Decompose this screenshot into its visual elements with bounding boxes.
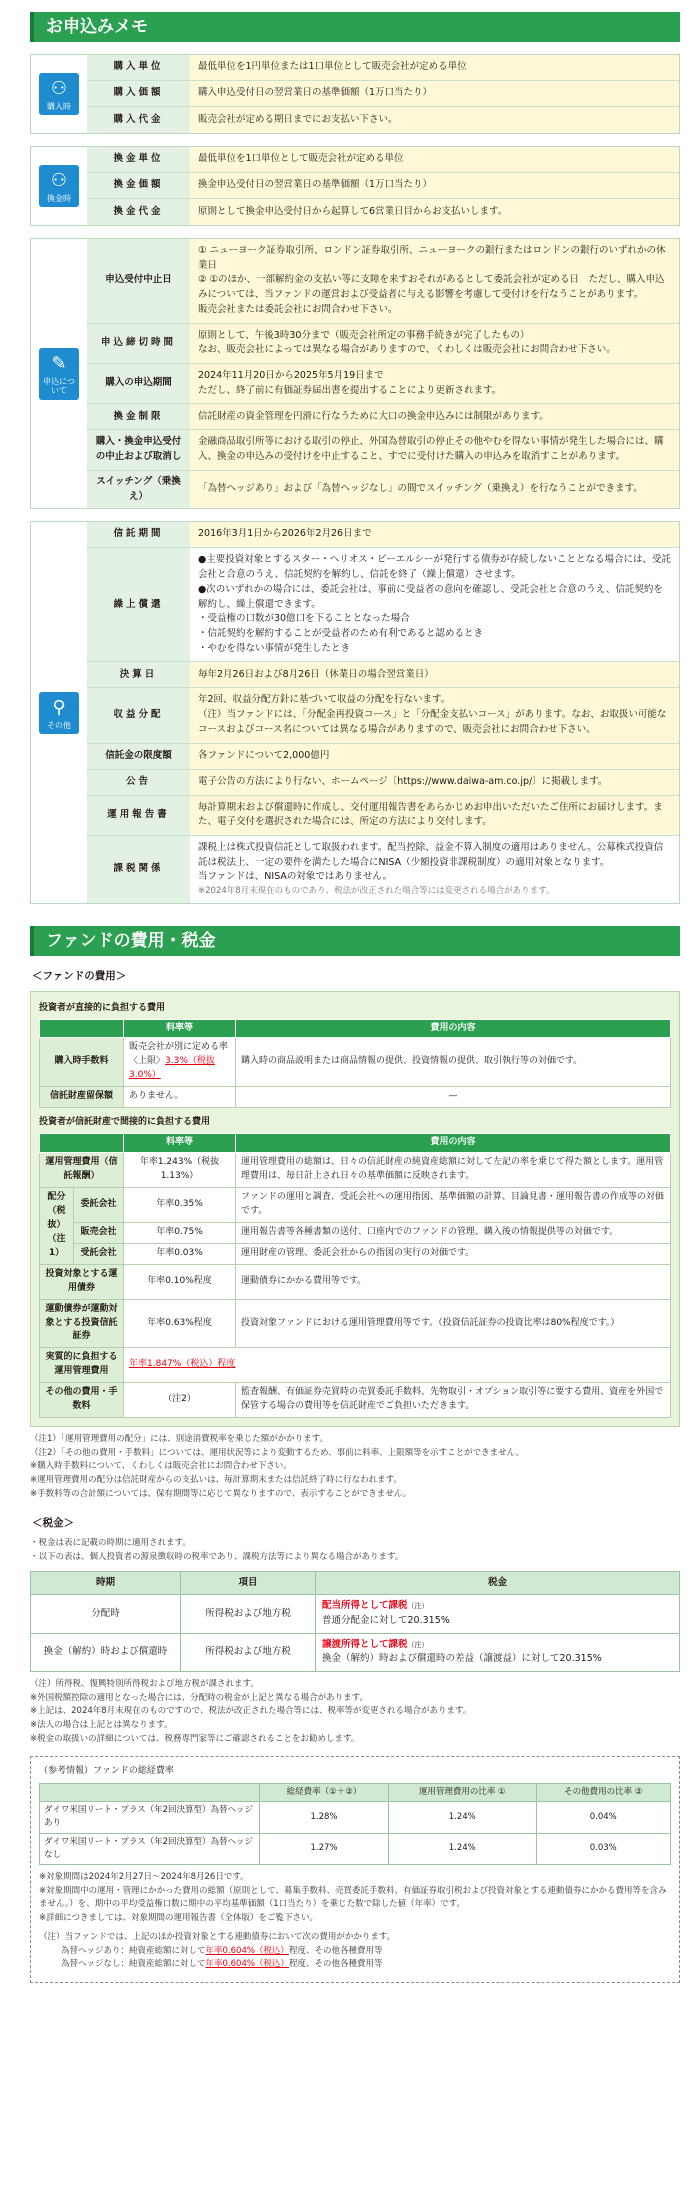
- application-rows: [87, 239, 679, 508]
- footer-line: [39, 1945, 671, 1959]
- purchase-rows: [87, 55, 679, 133]
- row-value-line: 電子公告の方法により行ない、ホームページ〔https://www.daiwa-am.co.jp/〕に掲載します。: [198, 775, 608, 787]
- memo-row: [87, 548, 679, 662]
- memo-row: [87, 796, 679, 836]
- rate-header: 料率等: [124, 1019, 236, 1038]
- mgmt-rate: 年率1.243%（税抜1.13%）: [124, 1153, 236, 1188]
- row-label: 購入の申込期間: [87, 364, 190, 403]
- redemption-icon: [39, 165, 79, 208]
- linked-mgmt-content: 運動債券にかかる費用等です。: [236, 1264, 671, 1299]
- icon-label: 購入時: [47, 101, 71, 111]
- icon-label: 申込について: [43, 376, 75, 396]
- pen-icon: ✎: [51, 352, 67, 374]
- purchase-fee-rate: [124, 1038, 236, 1087]
- split-content: 運用報告書等各種書類の送付、口座内でのファンドの管理、購入後の情報提供等の対価です。: [236, 1222, 671, 1243]
- row-label: 申込受付中止日: [87, 239, 190, 323]
- row-value-line: 当ファンドは、NISAの対象ではありません。: [198, 871, 392, 883]
- tax-item: 所得税および地方税: [181, 1633, 316, 1671]
- table-row: [40, 1222, 671, 1243]
- memo-row: [87, 688, 679, 743]
- tax-rate: 普通分配金に対して20.315%: [322, 1614, 450, 1626]
- row-label: スイッチング（乗換え）: [87, 471, 190, 508]
- split-rate: 年率0.35%: [124, 1187, 236, 1222]
- split-party: 受託会社: [74, 1243, 124, 1264]
- split-party: 委託会社: [74, 1187, 124, 1222]
- note-line: ※詳細につきましては、対象期間の運用報告書（全体版）をご覧下さい。: [39, 1912, 318, 1923]
- tax-header: 項目: [181, 1571, 316, 1595]
- row-label: 換金単位: [87, 147, 190, 172]
- split-rate: 年率0.75%: [124, 1222, 236, 1243]
- memo-block-redemption: [30, 146, 680, 226]
- row-value-line: ●主要投資対象とするスター・ヘリオス・ビーエルシーが発行する債券が存続しないこととなる場合には、受託会社と合意のうえ、信託契約を解約し、信託を終了（繰上償還）させます。: [198, 554, 671, 581]
- row-value: [190, 404, 679, 429]
- memo-row: [87, 173, 679, 199]
- row-value: [190, 430, 679, 469]
- cost-section-header: ファンドの費用・税金: [30, 926, 680, 956]
- memo-row: [87, 239, 679, 324]
- note-line: ※購入時手数料について、くわしくは販売会社にお問合わせ下さい。: [30, 1461, 292, 1472]
- table-row: [40, 1348, 671, 1383]
- ref-mgmt: 1.24%: [388, 1802, 536, 1833]
- memo-row: [87, 364, 679, 404]
- split-party: 販売会社: [74, 1222, 124, 1243]
- tax-intro-line: ・以下の表は、個人投資者の源泉徴収時の税率であり、課税方法等により異なる場合があります。: [30, 1551, 404, 1562]
- row-value: [190, 688, 679, 742]
- table-row: [40, 1299, 671, 1348]
- tax-cell: [316, 1595, 680, 1633]
- table-row: [40, 1833, 671, 1864]
- row-label: 課税関係: [87, 836, 190, 903]
- rate-cap-prefix: 〈上限〉: [129, 1056, 166, 1067]
- other-fees-content: 監査報酬、有価証券売買時の売買委託手数料、先物取引・オプション取引等に要する費用、資産を外国で保管する場合の費用等を信託財産でご負担いただきます。: [236, 1383, 671, 1418]
- reference-notes: [39, 1871, 671, 1925]
- tax-note-ref: （注）: [407, 1602, 429, 1611]
- indirect-cost-caption: 投資者が信託財産で間接的に負担する費用: [39, 1117, 211, 1128]
- row-value-line: ② ①のほか、一部解約金の支払い等に支障を来すおそれがあるとして委託会社が定める日 ただし、購入申込みについては、当ファンドの運営および受益者に与える影響を考慮して受付けを行なうことがあります。: [198, 274, 665, 301]
- memo-row: [87, 836, 679, 903]
- ref-header: [40, 1784, 260, 1802]
- ref-fund-name: ダイワ米国リート・プラス（年2回決算型）為替ヘッジなし: [40, 1833, 260, 1864]
- memo-section-header: お申込みメモ: [30, 12, 680, 42]
- memo-row: [87, 662, 679, 688]
- icon-label: 換金時: [47, 193, 71, 203]
- footer-suffix: 程度、その他各種費用等: [288, 1959, 383, 1970]
- row-label: 換金価額: [87, 173, 190, 198]
- ref-other: 0.04%: [536, 1802, 670, 1833]
- row-value: [190, 796, 679, 835]
- footer-suffix: 程度、その他各種費用等: [288, 1945, 383, 1956]
- row-value-line: ① ニューヨーク証券取引所、ロンドン証券取引所、ニューヨークの銀行またはロンドンの銀行のいずれかの休業日: [198, 245, 666, 271]
- reference-title: （参考情報）ファンドの総経費率: [39, 1766, 174, 1777]
- row-value: [190, 239, 679, 323]
- tax-header: 時期: [31, 1571, 181, 1595]
- linked-mgmt-label: 投資対象とする運用債券: [40, 1264, 124, 1299]
- row-value-line: 2016年3月1日から2026年2月26日まで: [198, 528, 372, 540]
- row-value: 換金申込受付日の翌営業日の基準価額（1万口当たり）: [190, 173, 679, 198]
- person-money-icon: ⚇: [50, 77, 68, 99]
- memo-row: [87, 147, 679, 173]
- row-label: 申込締切時間: [87, 324, 190, 363]
- split-label: 配分（税抜）（注1）: [40, 1187, 74, 1264]
- reference-footer: [39, 1931, 671, 1972]
- reference-box: [30, 1756, 680, 1983]
- effective-rate: 年率1.847%（税込）程度: [124, 1348, 671, 1383]
- tax-timing: 換金（解約）時および償還時: [31, 1633, 181, 1671]
- note-line: （注）所得税、復興特別所得税および地方税が課されます。: [30, 1679, 259, 1690]
- cost-notes: [30, 1433, 680, 1501]
- tax-table: [30, 1571, 680, 1673]
- reserve-content: —: [236, 1087, 671, 1108]
- memo-block-other: [30, 521, 680, 904]
- row-value-line: （注）当ファンドには、「分配金再投資コース」と「分配金支払いコース」があります。なお、お取扱い可能なコースおよびコース名については異なる場合がありますので、販売会社にお問合わせ下さい。: [198, 709, 667, 735]
- row-value-line: 「為替ヘッジあり」および「為替ヘッジなし」の間でスイッチング（乗換え）を行なうことができます。: [198, 483, 643, 495]
- row-label: 信託期間: [87, 522, 190, 547]
- row-label: 購入・換金申込受付の中止および取消し: [87, 430, 190, 469]
- row-value-line: 原則として、午後3時30分まで（販売会社所定の事務手続きが完了したもの）: [198, 329, 530, 341]
- row-value: 原則として換金申込受付日から起算して6営業日目からお支払いします。: [190, 199, 679, 225]
- row-value-line: 信託財産の資金管理を円滑に行なうために大口の換金申込みには制限があります。: [198, 410, 549, 422]
- row-value: 最低単位を1口単位として販売会社が定める単位: [190, 147, 679, 172]
- note-line: ※法人の場合は上記とは異なります。: [30, 1719, 173, 1730]
- row-value-line: 課税上は株式投資信託として取扱われます。配当控除、益金不算入制度の適用はありません。公募株式投資信託は税法上、一定の要件を満たした場合にNISA（少額投資非課税制度）の適用対象となります。: [198, 841, 664, 868]
- paperclip-icon: ⚲: [52, 696, 66, 718]
- tax-intro-line: ・税金は表に記載の時期に適用されます。: [30, 1538, 191, 1549]
- purchase-fee-content: 購入時の商品説明または商品情報の提供、投資情報の提供、取引執行等の対価です。: [236, 1038, 671, 1087]
- other-fees-rate: （注2）: [124, 1383, 236, 1418]
- footer-prefix: 為替ヘッジなし：純資産総額に対して: [61, 1959, 206, 1970]
- row-value: [190, 548, 679, 661]
- linked-mgmt-rate: 年率0.10%程度: [124, 1264, 236, 1299]
- row-label: 繰上償還: [87, 548, 190, 661]
- row-value-line: ・信託契約を解約することが受益者のため有利であると認めるとき: [198, 627, 484, 639]
- row-value-line: 2024年11月20日から2025年5月19日まで: [198, 370, 384, 382]
- row-value: [190, 836, 679, 903]
- other-rows: [87, 522, 679, 903]
- ref-header: その他費用の比率 ②: [536, 1784, 670, 1802]
- reserve-rate: ありません。: [124, 1087, 236, 1108]
- memo-row: [87, 404, 679, 430]
- note-line: （注1）「運用管理費用の配分」には、別途消費税率を乗じた額がかかります。: [30, 1434, 328, 1445]
- row-value-line: ●次のいずれかの場合には、委託会社は、事前に受益者の意向を確認し、受託会社と合意のうえ、信託契約を解約し、繰上償還できます。: [198, 583, 663, 610]
- linked-fee-content: 投資対象ファンドにおける運用管理費用等です。（投資信託証券の投資比率は80%程度です。）: [236, 1299, 671, 1348]
- tax-type: 譲渡所得として課税: [322, 1638, 408, 1650]
- row-value: [190, 471, 679, 508]
- note-line: ※手数料等の合計額については、保有期間等に応じて異なりますので、表示することができません。: [30, 1488, 412, 1499]
- memo-row: [87, 107, 679, 133]
- row-value: 販売会社が定める期日までにお支払い下さい。: [190, 107, 679, 133]
- memo-row: [87, 55, 679, 81]
- person-money-icon: ⚇: [50, 169, 68, 191]
- rate-text: 販売会社が別に定める率: [129, 1042, 229, 1053]
- reference-table: [39, 1783, 671, 1865]
- row-label: 収益分配: [87, 688, 190, 742]
- row-value: [190, 364, 679, 403]
- row-value-line: 毎計算期末および償還時に作成し、交付運用報告書をあらかじめお申出いただいたご住所にお届けします。また、電子交付を選択された場合には、所定の方法により交付します。: [198, 801, 663, 828]
- table-row: [40, 1187, 671, 1222]
- row-value-line: ただし、終了前に有価証券届出書を提出することにより更新されます。: [198, 384, 502, 396]
- purchase-fee-label: 購入時手数料: [40, 1038, 124, 1087]
- icon-label: その他: [47, 720, 71, 730]
- tax-item: 所得税および地方税: [181, 1595, 316, 1633]
- row-value: [190, 770, 679, 795]
- row-value: [190, 324, 679, 363]
- table-row: [40, 1802, 671, 1833]
- mgmt-label: 運用管理費用（信託報酬）: [40, 1153, 124, 1188]
- note-line: ※税金の取扱いの詳細については、税務専門家等にご確認されることをお勧めします。: [30, 1733, 360, 1744]
- direct-cost-caption: 投資者が直接的に負担する費用: [39, 1002, 166, 1013]
- footer-rate: 年率0.604%（税込）: [205, 1959, 289, 1970]
- icon-cell: [31, 522, 87, 903]
- application-icon: [39, 348, 79, 400]
- linked-fee-rate: 年率0.63%程度: [124, 1299, 236, 1348]
- row-value-line: 各ファンドについて2,000億円: [198, 749, 330, 761]
- note-line: ※運用管理費用の配分は信託財産からの支払いは、毎計算期末または信託終了時に行なわれます。: [30, 1474, 402, 1485]
- memo-row: [87, 324, 679, 364]
- memo-row: [87, 744, 679, 770]
- tax-cell: [316, 1633, 680, 1671]
- row-value: [190, 522, 679, 547]
- footer-rate: 年率0.604%（税込）: [205, 1945, 289, 1956]
- split-rate: 年率0.03%: [124, 1243, 236, 1264]
- row-value-line: 年2回、収益分配方針に基づいて収益の分配を行ないます。: [198, 694, 451, 706]
- row-value: [190, 662, 679, 687]
- memo-row: [87, 770, 679, 796]
- row-value-line: 毎年2月26日および8月26日（休業日の場合翌営業日）: [198, 668, 434, 680]
- ref-total: 1.27%: [260, 1833, 389, 1864]
- icon-cell: [31, 147, 87, 225]
- note-line: ※外国税額控除の適用となった場合には、分配時の税金が上記と異なる場合があります。: [30, 1692, 368, 1703]
- row-value-note: ※2024年8月末現在のものであり、税法が改正された場合等には変更される場合があります。: [198, 886, 555, 897]
- ref-total: 1.28%: [260, 1802, 389, 1833]
- tax-notes: [30, 1678, 680, 1746]
- direct-cost-table: [39, 1019, 671, 1109]
- tax-intro: [30, 1537, 680, 1564]
- row-value-line: ・受益権の口数が30億口を下ることとなった場合: [198, 613, 410, 625]
- tax-timing: 分配時: [31, 1595, 181, 1633]
- redemption-rows: [87, 147, 679, 225]
- blank-header: [40, 1019, 124, 1038]
- row-label: 換金代金: [87, 199, 190, 225]
- effective-label: 実質的に負担する運用管理費用: [40, 1348, 124, 1383]
- row-value-line: 金融商品取引所等における取引の停止、外国為替取引の停止その他やむを得ない事情が発生した場合には、購入、換金の申込みの受付けを中止すること、すでに受付けた購入の申込みを取消すことがあります。: [198, 436, 664, 463]
- ref-header: 総経費率（①＋②）: [260, 1784, 389, 1802]
- row-label: 購入価額: [87, 81, 190, 106]
- row-label: 公告: [87, 770, 190, 795]
- memo-row: [87, 471, 679, 508]
- memo-row: [87, 81, 679, 107]
- split-content: ファンドの運用と調査、受託会社への運用指図、基準価額の計算、目論見書・運用報告書の作成等の対価です。: [236, 1187, 671, 1222]
- row-value: 購入申込受付日の翌営業日の基準価額（1万口当たり）: [190, 81, 679, 106]
- icon-cell: [31, 55, 87, 133]
- note-line: （注2）「その他の費用・手数料」については、運用状況等により変動するため、事前に料率、上限額等を示すことができません。: [30, 1447, 525, 1458]
- row-label: 信託金の限度額: [87, 744, 190, 769]
- row-value-line: なお、販売会社によっては異なる場合がありますので、くわしくは販売会社にお問合わせ下さい。: [198, 344, 616, 356]
- table-row: [40, 1038, 671, 1087]
- row-value: 最低単位を1円単位または1口単位として販売会社が定める単位: [190, 55, 679, 80]
- blank-header: [40, 1134, 124, 1153]
- icon-cell: [31, 239, 87, 508]
- table-row: [40, 1264, 671, 1299]
- other-icon: [39, 692, 79, 735]
- content-header: 費用の内容: [236, 1019, 671, 1038]
- mgmt-content: 運用管理費用の総額は、日々の信託財産の純資産総額に対して左記の率を乗じて得た額とします。運用管理費用は、毎日計上され日々の基準価額に反映されます。: [236, 1153, 671, 1188]
- table-row: [40, 1087, 671, 1108]
- footer-prefix: 為替ヘッジあり：純資産総額に対して: [61, 1945, 206, 1956]
- fund-costs-heading: ＜ファンドの費用＞: [32, 970, 127, 983]
- tax-note-ref: （注）: [407, 1640, 429, 1649]
- row-label: 購入単位: [87, 55, 190, 80]
- row-label: 運用報告書: [87, 796, 190, 835]
- ref-mgmt: 1.24%: [388, 1833, 536, 1864]
- content-header: 費用の内容: [236, 1134, 671, 1153]
- footer-line: [39, 1958, 671, 1972]
- tax-heading: ＜税金＞: [32, 1517, 74, 1530]
- rate-header: 料率等: [124, 1134, 236, 1153]
- row-value-line: 販売会社または委託会社にお問合わせ下さい。: [198, 303, 398, 315]
- cost-box: [30, 991, 680, 1428]
- row-label: 換金制限: [87, 404, 190, 429]
- indirect-cost-table: [39, 1133, 671, 1418]
- memo-row: [87, 522, 679, 548]
- ref-fund-name: ダイワ米国リート・プラス（年2回決算型）為替ヘッジあり: [40, 1802, 260, 1833]
- ref-other: 0.03%: [536, 1833, 670, 1864]
- note-line: ※対象期間は2024年2月27日〜2024年8月26日です。: [39, 1871, 249, 1882]
- table-row: [31, 1633, 680, 1671]
- purchase-icon: [39, 73, 79, 116]
- row-label: 決算日: [87, 662, 190, 687]
- memo-block-application: [30, 238, 680, 509]
- memo-row: [87, 199, 679, 225]
- table-row: [40, 1243, 671, 1264]
- row-label: 購入代金: [87, 107, 190, 133]
- tax-header: 税金: [316, 1571, 680, 1595]
- split-content: 運用財産の管理、委託会社からの指図の実行の対価です。: [236, 1243, 671, 1264]
- row-value: [190, 744, 679, 769]
- rate-cap: 3.3%（税抜3.0%）: [129, 1056, 215, 1081]
- memo-row: [87, 430, 679, 470]
- table-row: [31, 1595, 680, 1633]
- reserve-label: 信託財産留保額: [40, 1087, 124, 1108]
- ref-header: 運用管理費用の比率 ①: [388, 1784, 536, 1802]
- note-line: ※対象期間中の運用・管理にかかった費用の総額（原則として、募集手数料、売買委託手数料、有価証券取引税および投資対象とする連動債券にかかる費用等を含みません。）を、期中の平均受益権口数に期中の平均基準価額（1口当たり）を乗じた数で除した値（年率）です。: [39, 1885, 667, 1910]
- footer-intro: （注）当ファンドでは、上記のほか投資対象とする連動債券において次の費用がかかります。: [39, 1932, 396, 1943]
- note-line: ※上記は、2024年8月末現在のものですので、税法が改正された場合等には、税率等が変更される場合があります。: [30, 1706, 472, 1717]
- other-fees-label: その他の費用・手数料: [40, 1383, 124, 1418]
- tax-type: 配当所得として課税: [322, 1600, 408, 1612]
- table-row: [40, 1153, 671, 1188]
- table-row: [40, 1383, 671, 1418]
- row-value-line: ・やむを得ない事情が発生したとき: [198, 642, 351, 654]
- tax-rate: 換金（解約）時および償還時の差益（譲渡益）に対して20.315%: [322, 1653, 602, 1665]
- linked-fee-label: 運動債券が運動対象とする投資信託証券: [40, 1299, 124, 1348]
- memo-block-purchase: [30, 54, 680, 134]
